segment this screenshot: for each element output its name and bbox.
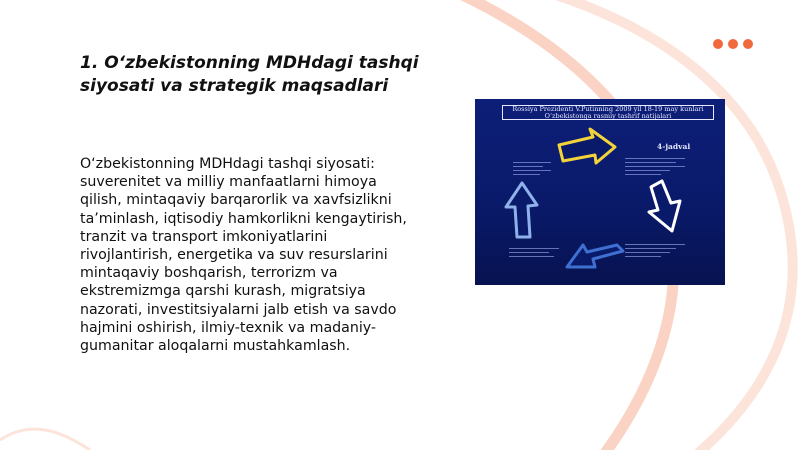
image-text-block	[513, 159, 551, 178]
image-text-block	[625, 241, 685, 260]
arrow-right-icon	[559, 129, 615, 163]
dot-icon	[713, 39, 723, 49]
arrow-down-icon	[649, 181, 680, 231]
dot-icon	[743, 39, 753, 49]
image-text-block	[509, 245, 559, 260]
dot-icon	[728, 39, 738, 49]
image-header: Rossiya Prezidenti V.Putinning 2009 yil 18-19 may kunlari O‘zbekistonga rasmiy tashrif natijalari	[502, 105, 714, 120]
image-text-block	[625, 155, 685, 178]
more-dots-icon[interactable]	[713, 39, 753, 49]
image-table-tag: 4-jadval	[657, 142, 691, 151]
slide-body-text: O‘zbekistonning MDHdagi tashqi siyosati: suverenitet va milliy manfaatlarni himoya qilish, mintaqaviy barqarorlik va xavfsizlikni ta’minlash, iqtisodiy hamkorlikni kengaytirish, tranzit va transport imkoniyatlarini rivojlantirish, energetika va suv resurslarini mintaqaviy boshqarish, terrorizm va ekstremizmga qarshi kurash, migratsiya nazorati, investitsiyalarni jalb etish va savdo hajmini oshirish, ilmiy-texnik va madaniy-gumanitar aloqalarni mustahkamlash.	[80, 156, 407, 355]
arrow-up-icon	[506, 183, 537, 237]
slide-title: 1. O‘zbekistonning MDHdagi tashqi siyosati va strategik maqsadlari	[80, 53, 419, 96]
arrow-left-icon	[567, 245, 623, 267]
diagram-image	[475, 99, 725, 285]
